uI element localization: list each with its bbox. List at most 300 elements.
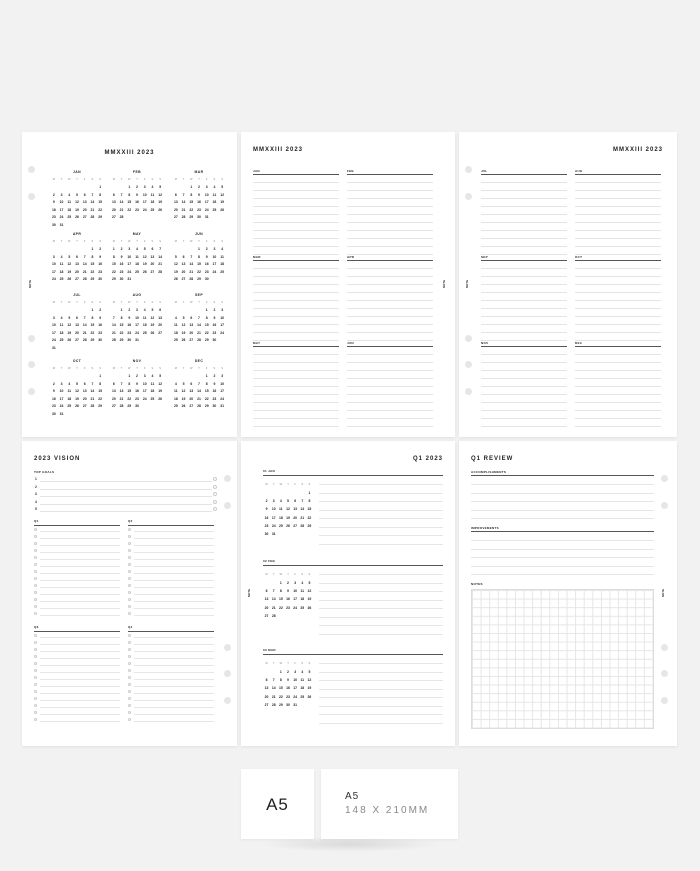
day-cell: 24: [220, 396, 225, 401]
task-line[interactable]: [40, 566, 120, 567]
task-checkbox[interactable]: [34, 549, 37, 552]
task-line[interactable]: [40, 714, 120, 715]
punch-hole: [661, 644, 668, 651]
task-checkbox[interactable]: [34, 676, 37, 679]
task-checkbox[interactable]: [128, 570, 131, 573]
task-line[interactable]: [134, 679, 214, 680]
punch-hole: [28, 388, 35, 395]
task-checkbox[interactable]: [34, 570, 37, 573]
task-line[interactable]: [40, 686, 120, 687]
day-cell: 22: [111, 269, 116, 274]
day-cell: [65, 246, 73, 254]
day-cell: 7: [120, 192, 123, 197]
ruled-line: [253, 340, 339, 341]
weekday-letter: S: [301, 573, 304, 576]
note-line[interactable]: [319, 527, 443, 528]
note-line[interactable]: [319, 723, 443, 724]
day-cell: 26: [286, 523, 290, 528]
day-cell: 24: [293, 605, 298, 610]
goal-checkbox[interactable]: [213, 500, 217, 504]
task-checkbox[interactable]: [34, 662, 37, 665]
task-checkbox[interactable]: [34, 584, 37, 587]
ruled-line: [253, 308, 339, 309]
note-line[interactable]: [319, 544, 443, 545]
note-line[interactable]: [319, 625, 443, 626]
ruled-lines: [347, 260, 433, 348]
ruled-line[interactable]: [471, 557, 654, 558]
weekday-letter: S: [99, 301, 101, 304]
day-cell: 26: [150, 330, 155, 335]
goal-line[interactable]: [40, 504, 212, 505]
quarter-label: Q3: [34, 625, 39, 629]
task-checkbox[interactable]: [34, 718, 37, 721]
task-checkbox[interactable]: [34, 528, 37, 531]
task-checkbox[interactable]: [128, 535, 131, 538]
task-line[interactable]: [134, 580, 214, 581]
weekday-letter: S: [151, 301, 154, 304]
weekday-header: [172, 367, 226, 370]
day-grid: [110, 373, 164, 411]
ruled-line: [575, 370, 661, 371]
note-line[interactable]: [319, 608, 443, 609]
task-line[interactable]: [134, 707, 214, 708]
task-line[interactable]: [40, 679, 120, 680]
ruled-line[interactable]: [471, 518, 654, 519]
task-line[interactable]: [40, 552, 120, 553]
task-line[interactable]: [40, 637, 120, 638]
task-checkbox[interactable]: [34, 535, 37, 538]
weekday-letter: M: [52, 240, 55, 243]
weekday-letter: T: [76, 178, 78, 181]
day-cell: 18: [150, 389, 155, 393]
note-line[interactable]: [319, 680, 443, 681]
task-checkbox[interactable]: [34, 542, 37, 545]
day-cell: 16: [197, 200, 201, 204]
day-cell: 13: [189, 389, 194, 393]
task-line[interactable]: [134, 686, 214, 687]
day-cell: 25: [300, 605, 305, 610]
task-checkbox[interactable]: [34, 641, 37, 644]
day-cell: 2: [52, 381, 55, 386]
ruled-line: [347, 182, 433, 183]
task-checkbox[interactable]: [34, 655, 37, 658]
day-cell: 31: [59, 222, 64, 227]
page-title: 2023 VISION: [34, 456, 81, 462]
ruled-line: [347, 222, 433, 223]
ruled-line[interactable]: [471, 540, 654, 541]
punch-hole: [465, 361, 472, 368]
day-cell: [58, 246, 66, 254]
notes-grid[interactable]: [471, 589, 654, 729]
weekday-letter: S: [159, 301, 161, 304]
ruled-line: [575, 284, 661, 285]
task-checkbox[interactable]: [34, 598, 37, 601]
day-grid: [172, 373, 226, 411]
day-cell: [263, 668, 270, 676]
ruled-line: [347, 190, 433, 191]
weekday-letter: W: [68, 178, 71, 181]
task-line[interactable]: [40, 658, 120, 659]
weekday-letter: T: [120, 178, 123, 181]
ruled-line: [575, 254, 661, 255]
task-line[interactable]: [134, 637, 214, 638]
task-line[interactable]: [134, 608, 214, 609]
day-cell: 13: [158, 315, 163, 320]
task-line[interactable]: [40, 721, 120, 722]
day-cell: 3: [52, 254, 55, 259]
task-checkbox[interactable]: [128, 577, 131, 580]
header-rule: [347, 346, 433, 347]
day-grid: [110, 307, 164, 345]
day-cell: [58, 373, 66, 381]
task-checkbox[interactable]: [34, 591, 37, 594]
day-cell: 16: [212, 323, 217, 327]
weekday-letter: W: [190, 178, 193, 181]
task-checkbox[interactable]: [128, 711, 131, 714]
size-small-label: A5: [345, 791, 360, 802]
ruled-line[interactable]: [471, 574, 654, 575]
weekday-letter: W: [190, 367, 193, 370]
task-checkbox[interactable]: [34, 690, 37, 693]
day-cell: [58, 307, 66, 315]
task-line[interactable]: [134, 559, 214, 560]
task-line[interactable]: [134, 587, 214, 588]
note-line[interactable]: [319, 484, 443, 485]
weekday-letter: T: [136, 367, 138, 370]
task-checkbox[interactable]: [128, 591, 131, 594]
task-line[interactable]: [134, 573, 214, 574]
day-cell: 4: [174, 315, 177, 320]
weekday-letter: T: [120, 367, 123, 370]
day-cell: 15: [119, 323, 124, 327]
task-checkbox[interactable]: [34, 634, 37, 637]
task-line[interactable]: [134, 615, 214, 616]
task-checkbox[interactable]: [34, 563, 37, 566]
day-cell: 23: [98, 330, 103, 335]
task-checkbox[interactable]: [128, 648, 131, 651]
task-line[interactable]: [134, 721, 214, 722]
day-cell: 25: [142, 330, 147, 335]
ruled-line: [575, 362, 661, 363]
note-line[interactable]: [319, 689, 443, 690]
header-rule: [34, 525, 120, 526]
month-label: 01 JAN: [263, 469, 275, 473]
goal-line[interactable]: [40, 489, 212, 490]
day-cell: 3: [60, 381, 63, 386]
task-checkbox[interactable]: [34, 711, 37, 714]
task-line[interactable]: [134, 672, 214, 673]
block-label: OCT: [575, 255, 583, 259]
task-line[interactable]: [134, 545, 214, 546]
page-title: MMXXIII 2023: [612, 147, 663, 153]
task-checkbox[interactable]: [34, 697, 37, 700]
day-cell: [58, 184, 66, 192]
note-line[interactable]: [319, 518, 443, 519]
task-checkbox[interactable]: [128, 542, 131, 545]
day-cell: 17: [142, 389, 147, 393]
day-cell: [263, 489, 270, 497]
task-line[interactable]: [40, 707, 120, 708]
task-checkbox[interactable]: [128, 704, 131, 707]
task-line[interactable]: [40, 644, 120, 645]
task-checkbox[interactable]: [128, 690, 131, 693]
day-cell: 2: [99, 308, 102, 312]
day-cell: 12: [173, 262, 178, 266]
day-cell: 8: [190, 192, 193, 197]
task-checkbox[interactable]: [128, 634, 131, 637]
day-cell: 2: [213, 308, 216, 312]
goal-checkbox[interactable]: [213, 485, 217, 489]
note-line[interactable]: [319, 706, 443, 707]
day-cell: 17: [135, 323, 139, 327]
note-line[interactable]: [319, 501, 443, 502]
task-line[interactable]: [134, 566, 214, 567]
task-checkbox[interactable]: [34, 556, 37, 559]
task-checkbox[interactable]: [128, 676, 131, 679]
day-cell: 26: [173, 277, 178, 281]
weekday-letter: S: [308, 662, 311, 665]
weekday-letter: W: [190, 301, 193, 304]
ruled-line: [481, 426, 567, 427]
task-checkbox[interactable]: [34, 648, 37, 651]
ruled-line: [253, 254, 339, 255]
task-checkbox[interactable]: [128, 697, 131, 700]
task-line[interactable]: [134, 601, 214, 602]
day-cell: 20: [293, 515, 298, 520]
day-cell: 16: [51, 207, 56, 212]
weekday-letter: F: [294, 662, 296, 665]
goal-line[interactable]: [40, 481, 212, 482]
weekday-letter: S: [213, 240, 216, 243]
goal-number: 5: [35, 507, 38, 511]
task-checkbox[interactable]: [128, 662, 131, 665]
goal-number: 1: [35, 477, 38, 481]
task-line[interactable]: [40, 545, 120, 546]
day-cell: 11: [142, 315, 147, 320]
task-checkbox[interactable]: [128, 669, 131, 672]
day-cell: 9: [198, 192, 200, 197]
weekday-letter: S: [99, 178, 101, 181]
day-grid: [50, 246, 104, 284]
goal-checkbox[interactable]: [213, 477, 217, 481]
task-checkbox[interactable]: [128, 683, 131, 686]
day-cell: 20: [189, 396, 194, 401]
note-line[interactable]: [319, 535, 443, 536]
day-cell: 12: [158, 192, 163, 197]
note-line[interactable]: [319, 600, 443, 601]
goal-checkbox[interactable]: [213, 507, 217, 511]
task-checkbox[interactable]: [34, 669, 37, 672]
ruled-line: [347, 254, 433, 255]
task-checkbox[interactable]: [128, 563, 131, 566]
day-cell: 28: [111, 338, 116, 342]
task-line[interactable]: [40, 615, 120, 616]
day-cell: 13: [264, 686, 269, 691]
note-line[interactable]: [319, 493, 443, 494]
goal-line[interactable]: [40, 496, 212, 497]
day-cell: 1: [190, 185, 193, 189]
ruled-line: [481, 378, 567, 379]
note-line[interactable]: [319, 574, 443, 575]
task-line[interactable]: [134, 538, 214, 539]
task-checkbox[interactable]: [128, 718, 131, 721]
day-cell: 6: [151, 247, 154, 251]
task-line[interactable]: [40, 601, 120, 602]
day-cell: 14: [82, 323, 87, 327]
task-checkbox[interactable]: [34, 704, 37, 707]
task-line[interactable]: [134, 594, 214, 595]
task-line[interactable]: [40, 531, 120, 532]
task-line[interactable]: [40, 700, 120, 701]
day-cell: 13: [82, 389, 87, 393]
month-label: 03 MAR: [263, 648, 276, 652]
task-line[interactable]: [40, 587, 120, 588]
task-checkbox[interactable]: [34, 577, 37, 580]
task-line[interactable]: [40, 594, 120, 595]
task-checkbox[interactable]: [128, 605, 131, 608]
day-cell: 27: [82, 404, 87, 408]
side-label: NOTE: [661, 588, 666, 598]
day-cell: 8: [99, 381, 102, 386]
task-checkbox[interactable]: [128, 528, 131, 531]
task-checkbox[interactable]: [128, 612, 131, 615]
task-line[interactable]: [134, 531, 214, 532]
note-line[interactable]: [319, 583, 443, 584]
ruled-line[interactable]: [471, 484, 654, 485]
task-checkbox[interactable]: [128, 655, 131, 658]
task-line[interactable]: [40, 559, 120, 560]
day-cell: 3: [143, 185, 146, 189]
task-line[interactable]: [40, 580, 120, 581]
task-line[interactable]: [40, 665, 120, 666]
page-title: MMXXIII 2023: [253, 147, 304, 153]
day-cell: 29: [111, 277, 116, 281]
note-line[interactable]: [319, 617, 443, 618]
weekday-letter: F: [294, 483, 296, 486]
ruled-line: [575, 386, 661, 387]
ruled-line: [481, 190, 567, 191]
ruled-line: [481, 206, 567, 207]
goal-checkbox[interactable]: [213, 492, 217, 496]
weekday-letter: T: [76, 240, 78, 243]
task-line[interactable]: [40, 538, 120, 539]
day-cell: 16: [286, 597, 290, 602]
day-cell: [270, 489, 277, 497]
task-checkbox[interactable]: [34, 683, 37, 686]
day-cell: 30: [127, 338, 132, 342]
punch-hole: [661, 670, 668, 677]
day-cell: 1: [120, 308, 123, 312]
ruled-line: [575, 198, 661, 199]
day-cell: 23: [119, 269, 124, 274]
day-cell: 30: [204, 277, 209, 281]
day-cell: 9: [213, 315, 216, 320]
weekday-letter: S: [221, 178, 223, 181]
task-line[interactable]: [40, 693, 120, 694]
ruled-line: [481, 230, 567, 231]
ruled-line: [253, 238, 339, 239]
task-checkbox[interactable]: [128, 584, 131, 587]
weekday-letter: F: [294, 573, 296, 576]
task-checkbox[interactable]: [128, 598, 131, 601]
day-cell: 20: [82, 207, 87, 212]
ruled-line: [481, 308, 567, 309]
day-cell: 4: [279, 499, 282, 504]
day-cell: 22: [197, 269, 201, 274]
note-line[interactable]: [319, 697, 443, 698]
note-line[interactable]: [319, 663, 443, 664]
task-checkbox[interactable]: [128, 641, 131, 644]
ruled-line[interactable]: [471, 501, 654, 502]
weekday-letter: M: [174, 178, 177, 181]
goal-line[interactable]: [40, 511, 212, 512]
task-line[interactable]: [40, 651, 120, 652]
day-cell: 26: [307, 694, 312, 699]
task-checkbox[interactable]: [128, 549, 131, 552]
day-cell: 4: [301, 581, 304, 585]
day-cell: 27: [75, 277, 79, 281]
task-checkbox[interactable]: [34, 612, 37, 615]
task-line[interactable]: [40, 672, 120, 673]
day-cell: 20: [75, 269, 79, 274]
punch-hole: [224, 697, 231, 704]
block-label: JUN: [347, 341, 354, 345]
header-rule: [263, 475, 443, 476]
weekday-letter: F: [83, 301, 86, 304]
ruled-line: [253, 230, 339, 231]
day-cell: 8: [120, 315, 123, 320]
day-cell: 6: [76, 315, 78, 320]
note-line[interactable]: [319, 714, 443, 715]
task-line[interactable]: [134, 658, 214, 659]
task-checkbox[interactable]: [34, 605, 37, 608]
day-cell: 25: [278, 523, 283, 528]
note-line[interactable]: [319, 634, 443, 635]
task-line[interactable]: [134, 644, 214, 645]
ruled-line[interactable]: [471, 566, 654, 567]
task-line[interactable]: [134, 552, 214, 553]
note-line[interactable]: [319, 672, 443, 673]
day-cell: 6: [182, 254, 185, 259]
task-line[interactable]: [134, 665, 214, 666]
day-cell: 1: [91, 247, 94, 251]
day-cell: 31: [135, 338, 139, 342]
note-line[interactable]: [319, 510, 443, 511]
day-cell: 29: [204, 338, 209, 342]
task-line[interactable]: [134, 651, 214, 652]
task-line[interactable]: [134, 700, 214, 701]
task-line[interactable]: [134, 693, 214, 694]
day-cell: 16: [135, 200, 139, 204]
ruled-line: [481, 354, 567, 355]
ruled-line[interactable]: [471, 549, 654, 550]
note-line[interactable]: [319, 591, 443, 592]
month-name: JUL: [73, 293, 81, 297]
day-cell: 21: [197, 330, 201, 335]
task-line[interactable]: [134, 714, 214, 715]
task-line[interactable]: [40, 573, 120, 574]
day-cell: [172, 373, 180, 381]
ruled-line[interactable]: [471, 510, 654, 511]
day-cell: 27: [293, 523, 298, 528]
ruled-line[interactable]: [471, 493, 654, 494]
day-cell: 10: [293, 678, 298, 683]
day-cell: 4: [174, 381, 177, 386]
task-checkbox[interactable]: [128, 556, 131, 559]
task-line[interactable]: [40, 608, 120, 609]
weekday-letter: T: [60, 178, 63, 181]
day-cell: 2: [287, 581, 289, 585]
